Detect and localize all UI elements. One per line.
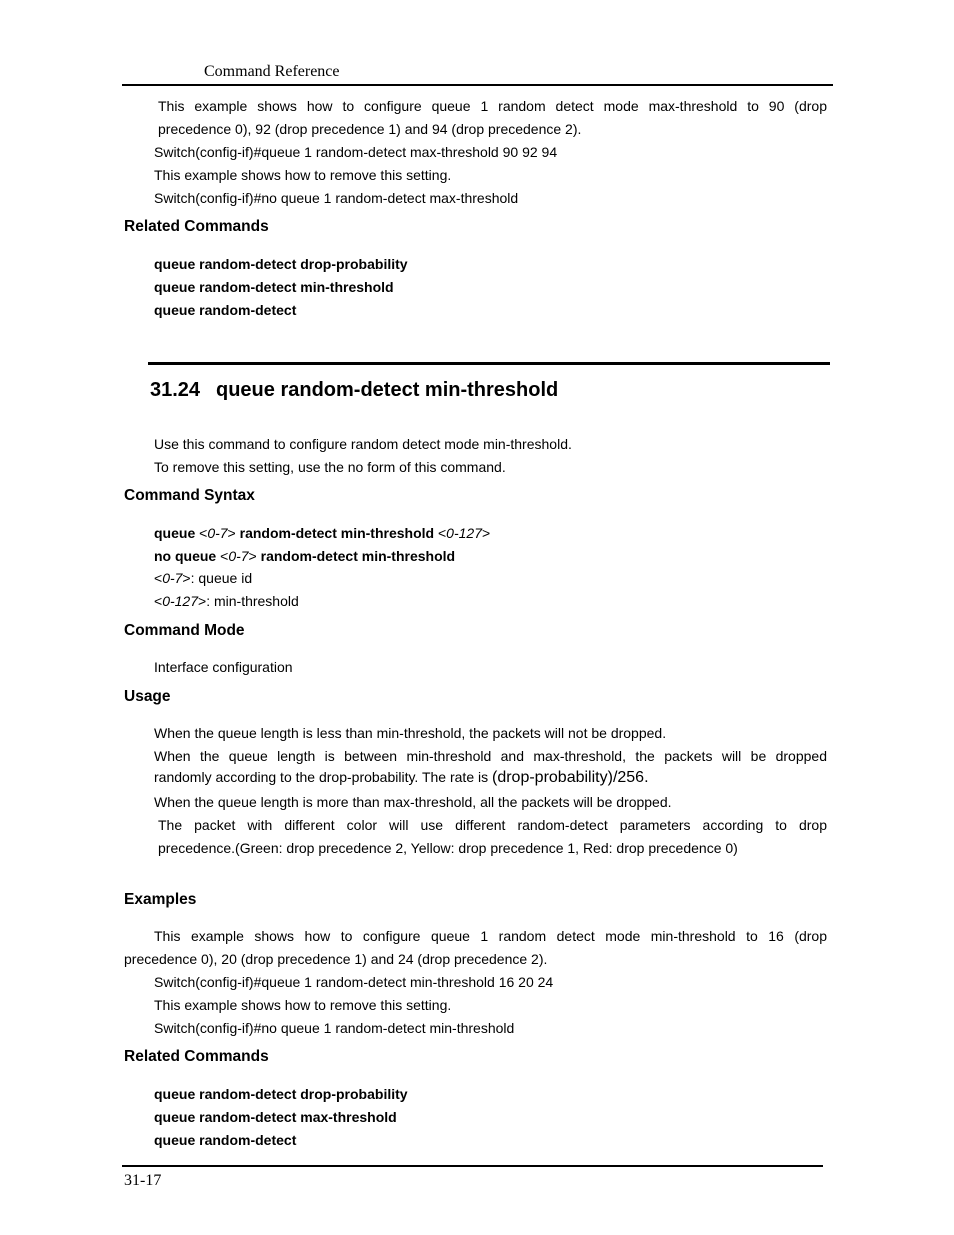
- intro-text: To remove this setting, use the no form of this command.: [154, 459, 506, 475]
- command-mode-text: Interface configuration: [154, 659, 293, 675]
- usage-text: [154, 769, 649, 787]
- related-commands-heading: Related Commands: [124, 1048, 269, 1065]
- example-command: Switch(config-if)#queue 1 random-detect max-threshold 90 92 94: [154, 144, 558, 160]
- example-command: Switch(config-if)#queue 1 random-detect min-threshold 16 20 24: [154, 974, 554, 990]
- param-description: : queue id: [190, 570, 253, 586]
- related-command-link[interactable]: queue random-detect drop-probability: [154, 1086, 408, 1102]
- example-text-line: precedence 0), 92 (drop precedence 1) and 94 (drop precedence 2).: [158, 121, 582, 137]
- syntax-argument: 0-127: [162, 593, 198, 609]
- section-title: queue random-detect min-threshold: [216, 379, 559, 401]
- example-command: Switch(config-if)#no queue 1 random-detect min-threshold: [154, 1020, 515, 1036]
- command-syntax-heading: Command Syntax: [124, 487, 255, 504]
- related-command-link[interactable]: queue random-detect: [154, 1132, 297, 1148]
- example-command: Switch(config-if)#no queue 1 random-detect max-threshold: [154, 190, 519, 206]
- usage-text: The packet with different color will use different random-detect parameters according to drop: [158, 817, 827, 833]
- related-command-link[interactable]: queue random-detect max-threshold: [154, 1109, 397, 1125]
- syntax-argument: 0-7: [228, 548, 249, 564]
- section-rule: [148, 362, 830, 365]
- syntax-argument: 0-7: [207, 525, 228, 541]
- related-command-link[interactable]: queue random-detect: [154, 302, 297, 318]
- usage-text: When the queue length is less than min-threshold, the packets will not be dropped.: [154, 725, 667, 741]
- usage-heading: Usage: [124, 688, 171, 705]
- running-header: Command Reference: [204, 63, 340, 80]
- section-number: 31.24: [150, 379, 201, 401]
- related-commands-heading: Related Commands: [124, 218, 269, 235]
- usage-text-part: randomly according to the drop-probability. The rate is: [154, 769, 489, 785]
- example-text-line: This example shows how to configure queue 1 random detect mode max-threshold to 90 (drop: [158, 98, 827, 114]
- example-text-line: precedence 0), 20 (drop precedence 1) and 24 (drop precedence 2).: [124, 951, 548, 967]
- syntax-keyword: queue: [154, 525, 196, 541]
- rate-formula: (drop-probability)/256.: [492, 769, 649, 786]
- syntax-param: <0-7>: queue id: [154, 570, 253, 586]
- related-command-link[interactable]: queue random-detect min-threshold: [154, 279, 394, 295]
- syntax-line: queue <0-7> random-detect min-threshold <0-127>: [154, 525, 491, 541]
- page-number: 31-17: [124, 1172, 162, 1189]
- example-remove-text: This example shows how to remove this setting.: [154, 997, 452, 1013]
- syntax-param: <0-127>: min-threshold: [154, 593, 299, 609]
- example-remove-text: This example shows how to remove this setting.: [154, 167, 452, 183]
- usage-text: precedence.(Green: drop precedence 2, Yellow: drop precedence 1, Red: drop precedence 0): [158, 840, 738, 856]
- examples-heading: Examples: [124, 891, 197, 908]
- syntax-keyword: random-detect min-threshold: [239, 525, 435, 541]
- syntax-keyword: no queue: [154, 548, 217, 564]
- example-text-line: This example shows how to configure queue 1 random detect mode min-threshold to 16 (drop: [154, 928, 827, 944]
- usage-text: When the queue length is between min-threshold and max-threshold, the packets will be dropped: [154, 748, 827, 764]
- footer-rule: [122, 1165, 823, 1167]
- syntax-line: no queue <0-7> random-detect min-threshold: [154, 548, 456, 564]
- syntax-keyword: random-detect min-threshold: [260, 548, 456, 564]
- usage-text: When the queue length is more than max-threshold, all the packets will be dropped.: [154, 794, 672, 810]
- header-rule: [122, 84, 833, 86]
- related-command-link[interactable]: queue random-detect drop-probability: [154, 256, 408, 272]
- intro-text: Use this command to configure random detect mode min-threshold.: [154, 436, 572, 452]
- syntax-argument: 0-7: [162, 570, 183, 586]
- param-description: : min-threshold: [206, 593, 299, 609]
- command-mode-heading: Command Mode: [124, 622, 245, 639]
- syntax-argument: 0-127: [446, 525, 482, 541]
